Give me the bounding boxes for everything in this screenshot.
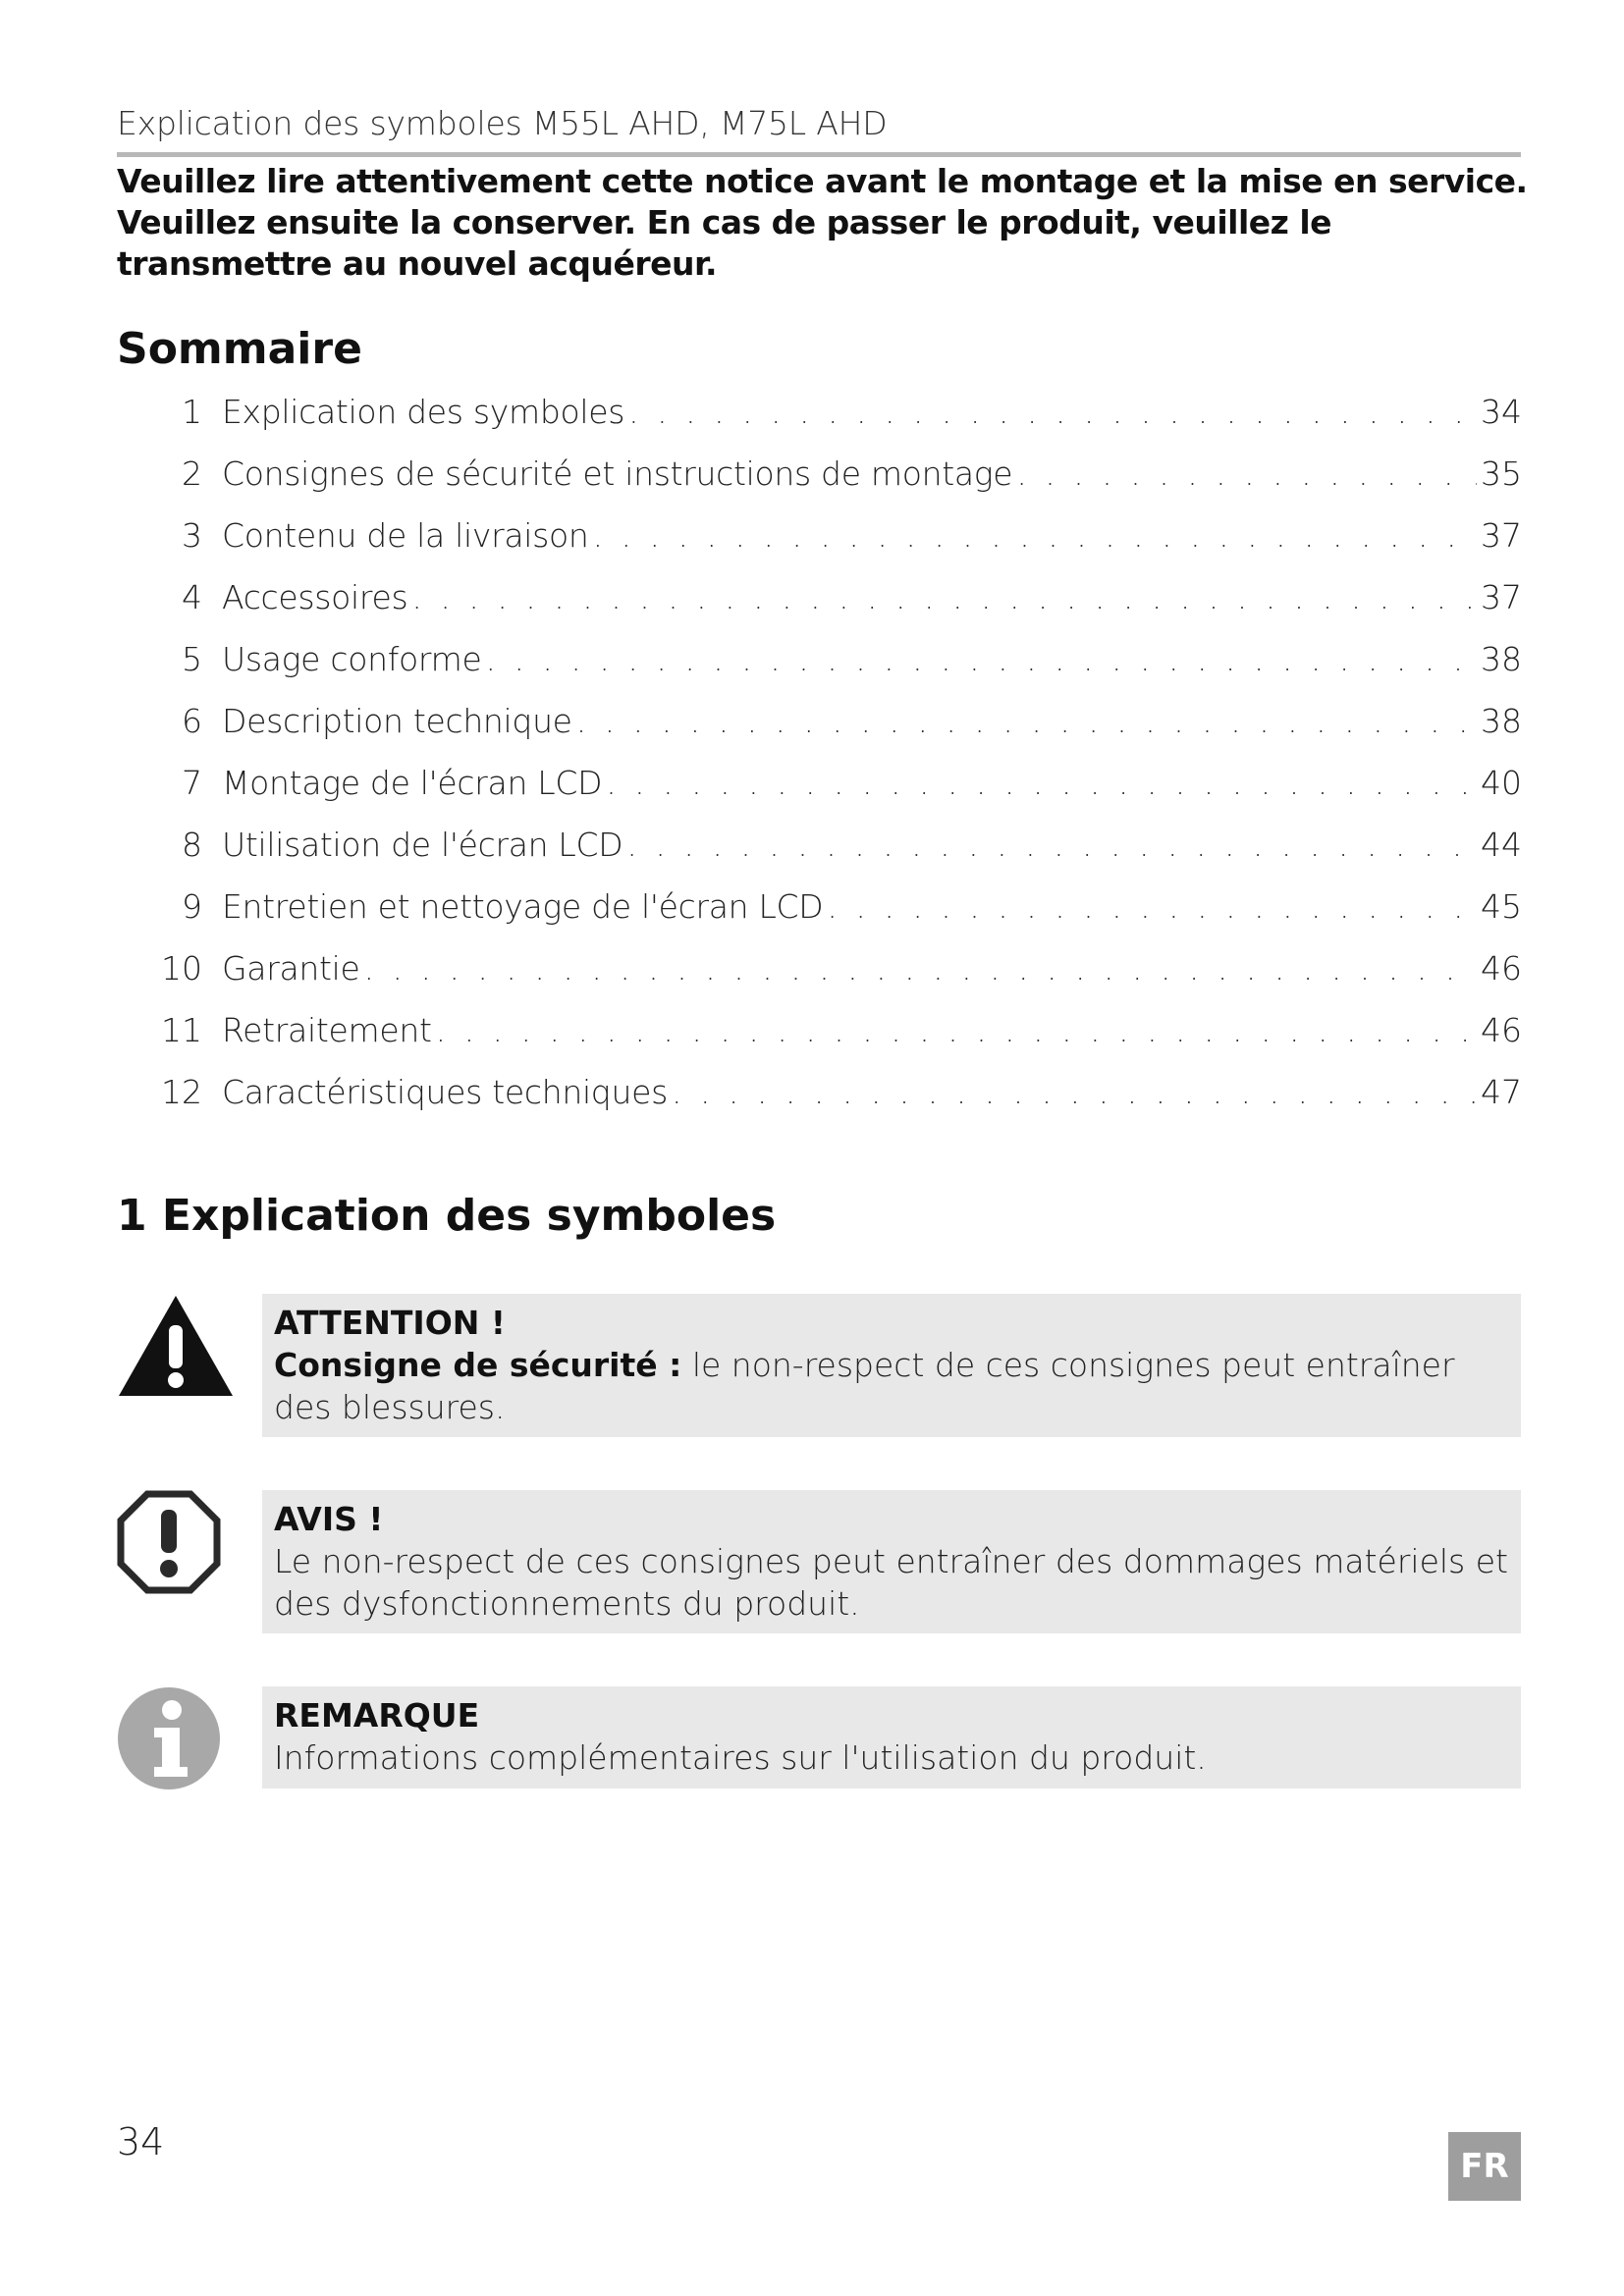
- toc-leader-dots: [1016, 454, 1477, 493]
- toc-entry-number: 9: [182, 887, 202, 926]
- toc-entry-page: 47: [1481, 1073, 1522, 1111]
- intro-instructions: Veuillez lire attentivement cette notice avant le montage et la mise en service. Veuillez ensuite la conserver. En cas de passer le produit, veuillez le transmettre au nouvel acquéreur.: [117, 162, 1528, 283]
- toc-entry-number: 11: [161, 1011, 202, 1049]
- toc-entry[interactable]: [137, 764, 1522, 826]
- toc-entry-label: Usage conforme: [222, 640, 482, 678]
- toc-entry-label: Garantie: [222, 949, 360, 988]
- toc-leader-dots: [576, 702, 1477, 740]
- notice-body-text: Informations complémentaires sur l'utilisation du produit.: [274, 1738, 1207, 1777]
- toc-entry-page: 38: [1481, 702, 1522, 740]
- notice-text: [274, 1344, 1509, 1428]
- notice-heading: ATTENTION !: [274, 1304, 506, 1342]
- toc-leader-dots: [593, 516, 1477, 555]
- toc-entry-page: 46: [1481, 949, 1522, 988]
- attention-notice: [262, 1294, 1521, 1437]
- toc-entry-label: Entretien et nettoyage de l'écran LCD: [222, 887, 824, 926]
- notice-body-text: Le non-respect de ces consignes peut entraîner des dommages matériels et des dysfonctionnements du produit.: [274, 1542, 1508, 1623]
- toc-entry-page: 37: [1481, 578, 1522, 616]
- notice-body-text: le non-respect de ces consignes peut entraîner des blessures.: [274, 1346, 1455, 1426]
- info-icon: [117, 1686, 221, 1794]
- toc-entry[interactable]: [137, 393, 1522, 454]
- toc-entry[interactable]: [137, 702, 1522, 764]
- toc-entry-label: Contenu de la livraison: [222, 516, 589, 555]
- toc-entry-page: 45: [1481, 887, 1522, 926]
- toc-entry-label: Description technique: [222, 702, 572, 740]
- toc-entry[interactable]: [137, 640, 1522, 702]
- toc-entry-number: 5: [182, 640, 202, 678]
- toc-entry-label: Retraitement: [222, 1011, 432, 1049]
- exclamation-octagon-icon: [117, 1490, 221, 1598]
- toc-leader-dots: [436, 1011, 1477, 1049]
- toc-entry[interactable]: [137, 1011, 1522, 1073]
- remarque-notice: [262, 1686, 1521, 1789]
- toc-entry-number: 12: [161, 1073, 202, 1111]
- toc-leader-dots: [628, 393, 1477, 431]
- toc-entry-page: 44: [1481, 826, 1522, 864]
- language-badge: FR: [1448, 2132, 1521, 2201]
- toc-entry-page: 34: [1481, 393, 1522, 431]
- toc-entry-page: 46: [1481, 1011, 1522, 1049]
- toc-entry[interactable]: [137, 887, 1522, 949]
- toc-entry[interactable]: [137, 949, 1522, 1011]
- toc-leader-dots: [827, 887, 1477, 926]
- toc-entry[interactable]: [137, 826, 1522, 887]
- toc-entry-number: 6: [182, 702, 202, 740]
- running-header: Explication des symboles M55L AHD, M75L AHD: [117, 104, 888, 142]
- toc-entry-number: 2: [182, 454, 202, 493]
- toc-leader-dots: [672, 1073, 1477, 1111]
- toc-entry-label: Montage de l'écran LCD: [222, 764, 603, 802]
- toc-entry-label: Accessoires: [222, 578, 408, 616]
- warning-triangle-icon: [117, 1294, 235, 1404]
- toc-entry[interactable]: [137, 578, 1522, 640]
- toc-entry-page: 38: [1481, 640, 1522, 678]
- toc-entry-number: 3: [182, 516, 202, 555]
- section-title-symbols: 1 Explication des symboles: [117, 1191, 777, 1241]
- notice-heading: REMARQUE: [274, 1696, 480, 1735]
- toc-title: Sommaire: [117, 324, 362, 374]
- notice-lead: Consigne de sécurité :: [274, 1346, 682, 1384]
- toc-entry-label: Utilisation de l'écran LCD: [222, 826, 623, 864]
- toc-entry[interactable]: [137, 454, 1522, 516]
- header-rule: [117, 152, 1521, 157]
- toc-entry[interactable]: [137, 1073, 1522, 1135]
- toc-leader-dots: [411, 578, 1477, 616]
- toc-leader-dots: [626, 826, 1477, 864]
- toc-entry-label: Consignes de sécurité et instructions de montage: [222, 454, 1013, 493]
- toc-leader-dots: [364, 949, 1477, 988]
- toc-entry[interactable]: [137, 516, 1522, 578]
- toc-entry-page: 37: [1481, 516, 1522, 555]
- toc-entry-number: 4: [182, 578, 202, 616]
- table-of-contents: [137, 393, 1522, 1135]
- toc-entry-page: 35: [1481, 454, 1522, 493]
- avis-notice: [262, 1490, 1521, 1633]
- toc-entry-page: 40: [1481, 764, 1522, 802]
- toc-entry-number: 7: [182, 764, 202, 802]
- page-number: 34: [117, 2120, 165, 2163]
- toc-entry-label: Caractéristiques techniques: [222, 1073, 668, 1111]
- toc-leader-dots: [485, 640, 1477, 678]
- notice-heading: AVIS !: [274, 1500, 384, 1538]
- toc-entry-number: 10: [161, 949, 202, 988]
- toc-leader-dots: [606, 764, 1477, 802]
- toc-entry-number: 8: [182, 826, 202, 864]
- toc-entry-label: Explication des symboles: [222, 393, 625, 431]
- toc-entry-number: 1: [182, 393, 202, 431]
